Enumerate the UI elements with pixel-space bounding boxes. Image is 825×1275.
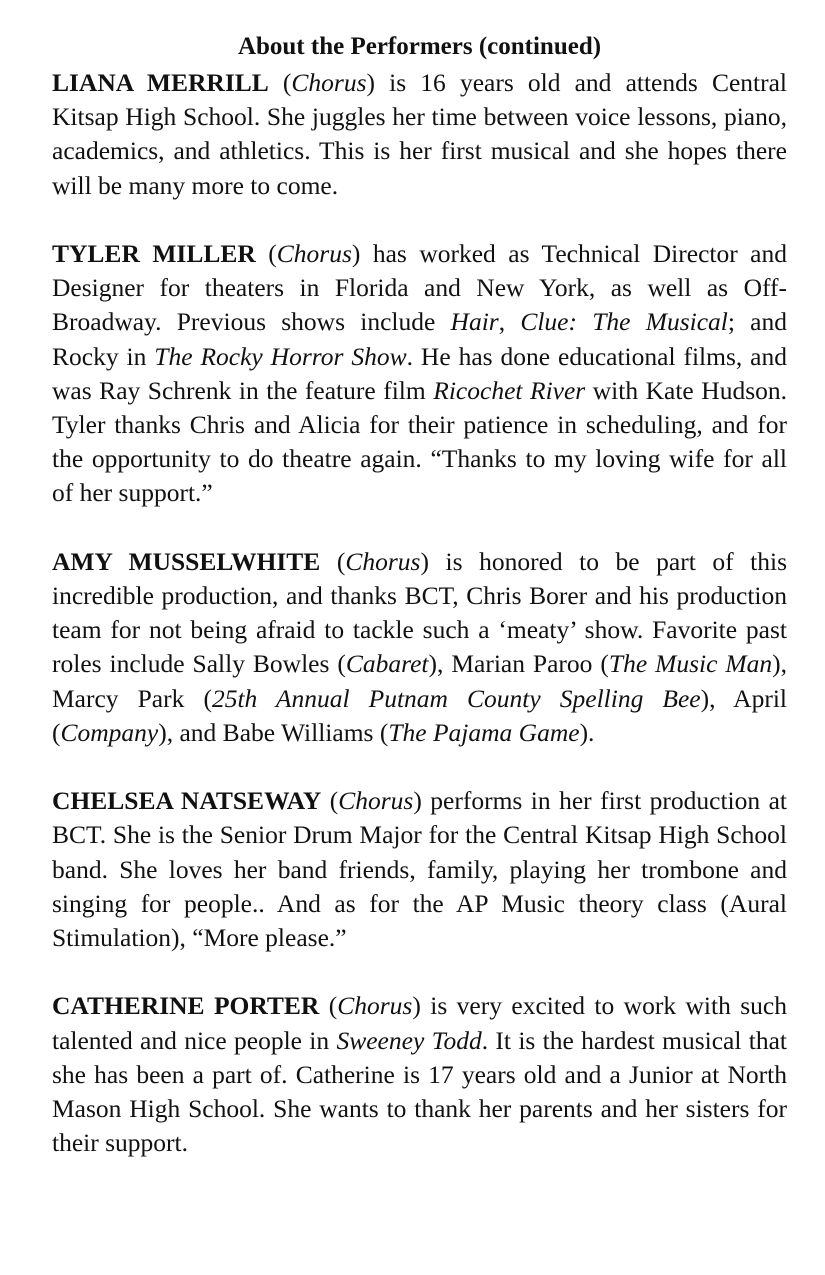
page-title: About the Performers (continued) <box>237 33 602 60</box>
bio-text: is 16 years old and attends Central Kitsap High School. She juggles her time between voice lessons, piano, academics, and athletics. This is her first musical and she hopes there will be many more to come. <box>52 68 787 200</box>
performer-bio: AMY MUSSELWHITE (Chorus) is honored to be part of this incredible production, and thanks BCT, Chris Borer and his production team for not being afraid to tackle such a ‘meaty’ show. Favorite past roles include Sally Bowles (Cabaret), Marian Paroo (The Music Man), Marcy Park (25th Annual Putnam County Spelling Bee), April (Company), and Babe Williams (The Pajama Game). <box>52 546 787 747</box>
work-title: Sweeney Todd <box>336 1025 482 1055</box>
bio-text: ). <box>579 717 595 747</box>
work-title: The Music Man <box>608 649 773 679</box>
performer-role: Chorus <box>291 68 367 97</box>
work-title: Ricochet River <box>433 375 586 405</box>
bio-text: , <box>498 307 521 337</box>
performer-name: AMY MUSSELWHITE <box>52 546 321 576</box>
bio-text: . It is the hardest musical that she has been a part of. Catherine is 17 years old and a Junior at North Mason High School. She wants to thank her parents and her sisters for their support. <box>52 1025 788 1158</box>
bio-text: ), Marcy Park ( <box>52 649 787 713</box>
work-title: Hair <box>450 307 499 337</box>
bio-text: is very excited to work with such talented and nice people in <box>52 991 787 1055</box>
performer-role: Chorus <box>276 239 352 268</box>
work-title: The Pajama Game <box>388 717 580 747</box>
bio-text: ), April ( <box>52 683 787 747</box>
bio-text: with Kate Hudson. Tyler thanks Chris and Alicia for their patience in scheduling, and for the opportunity to do theatre again. “Thanks to my loving wife for all of her support.” <box>52 375 787 508</box>
performer-role: Chorus <box>345 546 421 576</box>
program-page <box>52 30 787 1195</box>
performer-bios <box>52 66 787 1160</box>
work-title: Cabaret <box>345 649 429 679</box>
performer-bio: LIANA MERRILL (Chorus) is 16 years old and attends Central Kitsap High School. She juggles her time between voice lessons, piano, academics, and athletics. This is her first musical and she hopes there will be many more to come. <box>52 68 787 200</box>
performer-role: Chorus <box>338 786 414 816</box>
bio-text: ; and Rocky in <box>52 307 787 371</box>
performer-name: CHELSEA NATSEWAY <box>52 786 322 816</box>
bio-text: ), Marian Paroo ( <box>428 649 609 679</box>
performer-bio: CHELSEA NATSEWAY (Chorus) performs in her first production at BCT. She is the Senior Drum Major for the Central Kitsap High School band. She loves her band friends, family, playing her trombone and singing for people.. And as for the AP Music theory class (Aural Stimulation), “More please.” <box>52 786 788 953</box>
bio-text: ), and Babe Williams ( <box>158 717 389 747</box>
performer-role: Chorus <box>337 991 413 1021</box>
performer-name: TYLER MILLER <box>52 239 256 268</box>
work-title: The Rocky Horror Show <box>154 341 407 371</box>
bio-text: has worked as Technical Director and Designer for theaters in Florida and New York, as well as Off-Broadway. Previous shows include <box>52 239 788 337</box>
work-title: Clue: The Musical <box>520 307 728 337</box>
performer-name: CATHERINE PORTER <box>52 991 320 1021</box>
bio-text: . He has done educational films, and was Ray Schrenk in the feature film <box>52 341 787 405</box>
performer-bio: CATHERINE PORTER (Chorus) is very excited to work with such talented and nice people in Sweeney Todd. It is the hardest musical that she has been a part of. Catherine is 17 years old and a Junior at North Mason High School. She wants to thank her parents and her sisters for their support. <box>52 991 788 1158</box>
performer-name: LIANA MERRILL <box>52 68 269 97</box>
bio-text: is honored to be part of this incredible production, and thanks BCT, Chris Borer and his production team for not being afraid to tackle such a ‘meaty’ show. Favorite past roles include Sally Bowles ( <box>52 546 787 679</box>
bio-text: performs in her first production at BCT. She is the Senior Drum Major for the Central Kitsap High School band. She loves her band friends, family, playing her trombone and singing for people.. And as for the AP Music theory class (Aural Stimulation), “More please.” <box>52 786 788 953</box>
work-title: 25th Annual Putnam County Spelling Bee <box>211 683 701 713</box>
performer-bio: TYLER MILLER (Chorus) has worked as Technical Director and Designer for theaters in Florida and New York, as well as Off-Broadway. Previous shows include Hair, Clue: The Musical; and Rocky in The Rocky Horror Show. He has done educational films, and was Ray Schrenk in the feature film Ricochet River with Kate Hudson. Tyler thanks Chris and Alicia for their patience in scheduling, and for the opportunity to do theatre again. “Thanks to my loving wife for all of her support.” <box>52 239 788 508</box>
work-title: Company <box>60 717 159 747</box>
